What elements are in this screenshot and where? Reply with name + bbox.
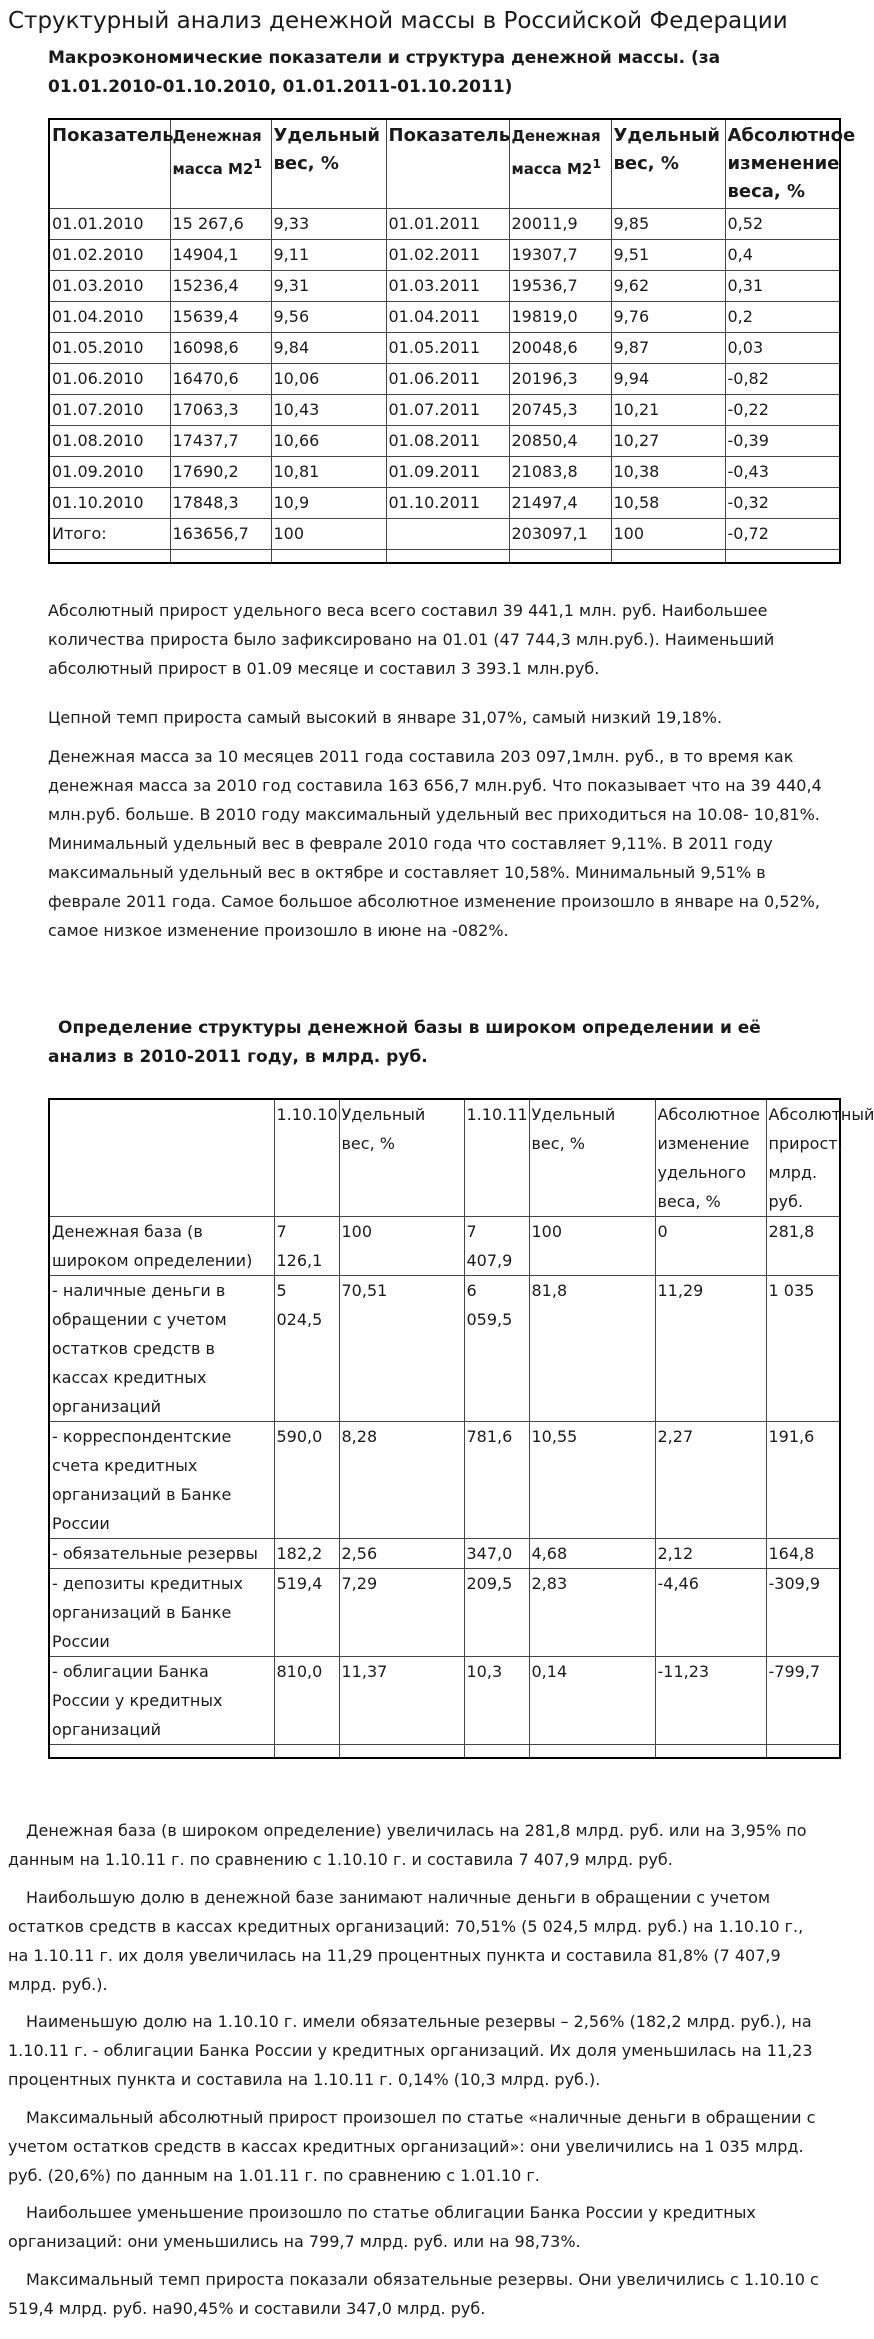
table-cell: 6 059,5 xyxy=(464,1276,529,1422)
analysis-paragraph: Денежная база (в широком определение) увеличилась на 281,8 млрд. руб. или на 3,95% по данным на 1.10.11 г. по сравнению с 1.10.10 г. и составила 7 407,9 млрд. руб. xyxy=(8,1821,807,1869)
table-spacer-row xyxy=(49,1745,840,1759)
table-cell: 1 035 xyxy=(766,1276,840,1422)
table-cell: 8,28 xyxy=(339,1422,464,1539)
row-label-cell: - наличные деньги в обращении с учетом остатков средств в кассах кредитных организаций xyxy=(49,1276,274,1422)
table-cell: 0,03 xyxy=(725,333,840,364)
analysis-paragraph: Наименьшую долю на 1.10.10 г. имели обязательные резервы – 2,56% (182,2 млрд. руб.), на 1.10.11 г. - облигации Банка России у кредитных организаций. Их доля уменьшилась на 11,23 процентных пункта и составила на 1.10.11 г. 0,14% (10,3 млрд. руб.). xyxy=(8,2012,813,2089)
row-label-cell: 01.06.2010 xyxy=(49,364,170,395)
table-cell: 10,66 xyxy=(271,426,386,457)
table-cell: 9,33 xyxy=(271,209,386,240)
table-cell: 10,06 xyxy=(271,364,386,395)
table-cell: 17063,3 xyxy=(170,395,271,426)
table-cell: 281,8 xyxy=(766,1217,840,1276)
table-cell: 9,76 xyxy=(611,302,725,333)
table-cell: 81,8 xyxy=(529,1276,655,1422)
analysis-paragraph: Цепной темп прироста самый высокий в январе 31,07%, самый низкий 19,18%. xyxy=(48,708,723,727)
row-label-cell: Итого: xyxy=(49,519,170,550)
table-cell: 16098,6 xyxy=(170,333,271,364)
column-header: Удельный вес, % xyxy=(611,119,725,209)
table-cell: 209,5 xyxy=(464,1569,529,1657)
row-label-cell: 01.01.2010 xyxy=(49,209,170,240)
table-row xyxy=(49,1569,840,1657)
table-cell: 01.01.2011 xyxy=(386,209,509,240)
column-header: Удельный вес, % xyxy=(529,1099,655,1217)
row-label-cell: 01.07.2010 xyxy=(49,395,170,426)
table-cell: 4,68 xyxy=(529,1539,655,1569)
table-cell: 10,55 xyxy=(529,1422,655,1539)
table-cell: 2,83 xyxy=(529,1569,655,1657)
row-label-cell: 01.03.2010 xyxy=(49,271,170,302)
analysis-paragraph: Абсолютный прирост удельного веса всего составил 39 441,1 млн. руб. Наибольшее количества прироста было зафиксировано на 01.01 (47 744,3 млн.руб.). Наименьший абсолютный прирост в 01.09 месяце и составил 3 393.1 млн.руб. xyxy=(48,601,775,678)
table-cell: 2,12 xyxy=(655,1539,766,1569)
table-cell: 7,29 xyxy=(339,1569,464,1657)
table-cell: 9,31 xyxy=(271,271,386,302)
table-row xyxy=(49,457,840,488)
table-cell: 100 xyxy=(271,519,386,550)
table-cell: -0,82 xyxy=(725,364,840,395)
table-cell: 0 xyxy=(655,1217,766,1276)
analysis-paragraph: Наибольшую долю в денежной базе занимают наличные деньги в обращении с учетом остатков средств в кассах кредитных организаций: 70,51% (5 024,5 млрд. руб.) на 1.10.10 г., на 1.10.11 г. их доля увеличилась на 11,29 процентных пункта и составила 81,8% (7 407,9 млрд. руб.). xyxy=(8,1888,804,1994)
row-label-cell: 01.05.2010 xyxy=(49,333,170,364)
analysis-paragraph: Максимальный абсолютный прирост произошел по статье «наличные деньги в обращении с учетом остатков средств в кассах кредитных организаций»: они увеличились на 1 035 млрд. руб. (20,6%) по данным на 1.01.11 г. по сравнению с 1.01.10 г. xyxy=(8,2108,816,2185)
money-supply-table xyxy=(48,118,856,564)
table-cell: 10,43 xyxy=(271,395,386,426)
table-cell: 01.08.2011 xyxy=(386,426,509,457)
table-cell: 9,56 xyxy=(271,302,386,333)
table-cell: 9,62 xyxy=(611,271,725,302)
row-label-cell: - обязательные резервы xyxy=(49,1539,274,1569)
table-row xyxy=(49,1539,840,1569)
table-cell: 10,81 xyxy=(271,457,386,488)
column-header: Удельный вес, % xyxy=(271,119,386,209)
table-cell: 203097,1 xyxy=(509,519,611,550)
analysis-paragraph: Денежная масса за 10 месяцев 2011 года составила 203 097,1млн. руб., в то время как денежная масса за 2010 год составила 163 656,7 млн.руб. Что показывает что на 39 440,4 млн.руб. больше. В 2010 году максимальный удельный вес приходиться на 10.08- 10,81%. Минимальный удельный вес в феврале 2010 года что составляет 9,11%. В 2011 году максимальный удельный вес в октябре и составляет 10,58%. Минимальный 9,51% в феврале 2011 года. Самое большое абсолютное изменение произошло в январе на 0,52%, самое низкое изменение произошло в июне на -082%. xyxy=(48,747,822,940)
table-cell: 17437,7 xyxy=(170,426,271,457)
table-cell: 19536,7 xyxy=(509,271,611,302)
table-cell: -309,9 xyxy=(766,1569,840,1657)
column-header xyxy=(49,1099,274,1217)
table-row xyxy=(49,519,840,550)
row-label-cell: 01.08.2010 xyxy=(49,426,170,457)
table-row xyxy=(49,240,840,271)
table-cell: 781,6 xyxy=(464,1422,529,1539)
analysis-paragraph: Наибольшее уменьшение произошло по статье облигации Банка России у кредитных организаций: они уменьшились на 799,7 млрд. руб. или на 98,73%. xyxy=(8,2203,756,2251)
table-cell: 10,9 xyxy=(271,488,386,519)
table-cell: 9,11 xyxy=(271,240,386,271)
table-row xyxy=(49,1276,840,1422)
column-header: Денежная масса $М2^1$ xyxy=(509,119,611,209)
table-cell: 15 267,6 xyxy=(170,209,271,240)
column-header: Показатель xyxy=(49,119,170,209)
table-cell: 9,85 xyxy=(611,209,725,240)
table-cell: 0,52 xyxy=(725,209,840,240)
table-cell: 01.09.2011 xyxy=(386,457,509,488)
table-header-row xyxy=(49,1099,840,1217)
table-cell: 9,84 xyxy=(271,333,386,364)
table-cell: 0,2 xyxy=(725,302,840,333)
table-cell: 10,38 xyxy=(611,457,725,488)
table-cell: 01.06.2011 xyxy=(386,364,509,395)
table-cell: 20745,3 xyxy=(509,395,611,426)
table-cell: 163656,7 xyxy=(170,519,271,550)
table-cell: 182,2 xyxy=(274,1539,339,1569)
table-cell: 10,21 xyxy=(611,395,725,426)
column-header: Абсолютный прирост, млрд. руб. xyxy=(766,1099,840,1217)
table-cell: 11,37 xyxy=(339,1657,464,1745)
table-cell: -799,7 xyxy=(766,1657,840,1745)
table-cell: 10,27 xyxy=(611,426,725,457)
table-cell: 16470,6 xyxy=(170,364,271,395)
table-header-row xyxy=(49,119,840,209)
table-cell: 0,31 xyxy=(725,271,840,302)
table-cell: 10,3 xyxy=(464,1657,529,1745)
page-title: Структурный анализ денежной массы в Российской Федерации xyxy=(8,8,788,34)
analysis-paragraph: Максимальный темп прироста показали обязательные резервы. Они увеличились с 1.10.10 с 519,4 млрд. руб. на90,45% и составили 347,0 млрд. руб. xyxy=(8,2270,819,2318)
table-cell: 100 xyxy=(529,1217,655,1276)
table-cell: 15639,4 xyxy=(170,302,271,333)
table-row xyxy=(49,1422,840,1539)
row-label-cell: - облигации Банка России у кредитных организаций xyxy=(49,1657,274,1745)
table-cell: 20011,9 xyxy=(509,209,611,240)
table-cell: 15236,4 xyxy=(170,271,271,302)
table-cell: 0,14 xyxy=(529,1657,655,1745)
table-cell: -0,32 xyxy=(725,488,840,519)
table-cell: 100 xyxy=(339,1217,464,1276)
row-label-cell: 01.09.2010 xyxy=(49,457,170,488)
table-row xyxy=(49,364,840,395)
table-cell: 347,0 xyxy=(464,1539,529,1569)
table-cell: 9,94 xyxy=(611,364,725,395)
table-row xyxy=(49,209,840,240)
table-cell: 9,87 xyxy=(611,333,725,364)
section1-heading: Макроэкономические показатели и структура денежной массы. (за 01.01.2010-01.10.2010, 01.01.2011-01.10.2011) xyxy=(48,48,721,97)
table-row xyxy=(49,395,840,426)
column-header: Денежная масса $М2^1$ xyxy=(170,119,271,209)
table-cell: 20048,6 xyxy=(509,333,611,364)
table-cell: -4,46 xyxy=(655,1569,766,1657)
row-label-cell: 01.10.2010 xyxy=(49,488,170,519)
table-cell: 17848,3 xyxy=(170,488,271,519)
table-cell: 70,51 xyxy=(339,1276,464,1422)
row-label-cell: - корреспондентские счета кредитных организаций в Банке России xyxy=(49,1422,274,1539)
table-cell: 20196,3 xyxy=(509,364,611,395)
table-cell: 810,0 xyxy=(274,1657,339,1745)
table-cell: -0,22 xyxy=(725,395,840,426)
table-cell: 0,4 xyxy=(725,240,840,271)
table-cell: 11,29 xyxy=(655,1276,766,1422)
table-cell xyxy=(386,519,509,550)
column-header: Абсолютное изменение веса, % xyxy=(725,119,840,209)
table-cell: 7 407,9 xyxy=(464,1217,529,1276)
table-cell: 21083,8 xyxy=(509,457,611,488)
section2-heading: Определение структуры денежной базы в широком определении и её анализ в 2010-2011 году, в млрд. руб. xyxy=(48,1018,761,1067)
table-row xyxy=(49,302,840,333)
table-cell: -0,39 xyxy=(725,426,840,457)
row-label-cell: 01.04.2010 xyxy=(49,302,170,333)
table-cell: -0,43 xyxy=(725,457,840,488)
row-label-cell: - депозиты кредитных организаций в Банке России xyxy=(49,1569,274,1657)
table-cell: 19819,0 xyxy=(509,302,611,333)
table-cell: 10,58 xyxy=(611,488,725,519)
table-cell: 9,51 xyxy=(611,240,725,271)
table-cell: 2,27 xyxy=(655,1422,766,1539)
column-header: 1.10.11 xyxy=(464,1099,529,1217)
row-label-cell: Денежная база (в широком определении) xyxy=(49,1217,274,1276)
table-row xyxy=(49,333,840,364)
table-row xyxy=(49,488,840,519)
table-cell: 17690,2 xyxy=(170,457,271,488)
table-cell: 100 xyxy=(611,519,725,550)
table-cell: 01.02.2011 xyxy=(386,240,509,271)
table-cell: -0,72 xyxy=(725,519,840,550)
table-cell: 01.03.2011 xyxy=(386,271,509,302)
table-cell: 19307,7 xyxy=(509,240,611,271)
table-cell: 01.10.2011 xyxy=(386,488,509,519)
table-cell: 01.07.2011 xyxy=(386,395,509,426)
column-header: Показатель xyxy=(386,119,509,209)
table-cell: 191,6 xyxy=(766,1422,840,1539)
table-cell: 21497,4 xyxy=(509,488,611,519)
table-cell: 01.04.2011 xyxy=(386,302,509,333)
table-cell: 20850,4 xyxy=(509,426,611,457)
column-header: 1.10.10 xyxy=(274,1099,339,1217)
table-row xyxy=(49,1657,840,1745)
table-row xyxy=(49,426,840,457)
column-header: Абсолютное изменение удельного веса, % xyxy=(655,1099,766,1217)
table-cell: 590,0 xyxy=(274,1422,339,1539)
table-cell: 164,8 xyxy=(766,1539,840,1569)
table-cell: -11,23 xyxy=(655,1657,766,1745)
table-row xyxy=(49,1217,840,1276)
column-header: Удельный вес, % xyxy=(339,1099,464,1217)
table-cell: 7 126,1 xyxy=(274,1217,339,1276)
table-cell: 2,56 xyxy=(339,1539,464,1569)
table-cell: 519,4 xyxy=(274,1569,339,1657)
table-cell: 5 024,5 xyxy=(274,1276,339,1422)
table-row xyxy=(49,271,840,302)
row-label-cell: 01.02.2010 xyxy=(49,240,170,271)
table-cell: 14904,1 xyxy=(170,240,271,271)
table-spacer-row xyxy=(49,550,840,564)
monetary-base-table xyxy=(48,1098,874,1759)
table-cell: 01.05.2011 xyxy=(386,333,509,364)
